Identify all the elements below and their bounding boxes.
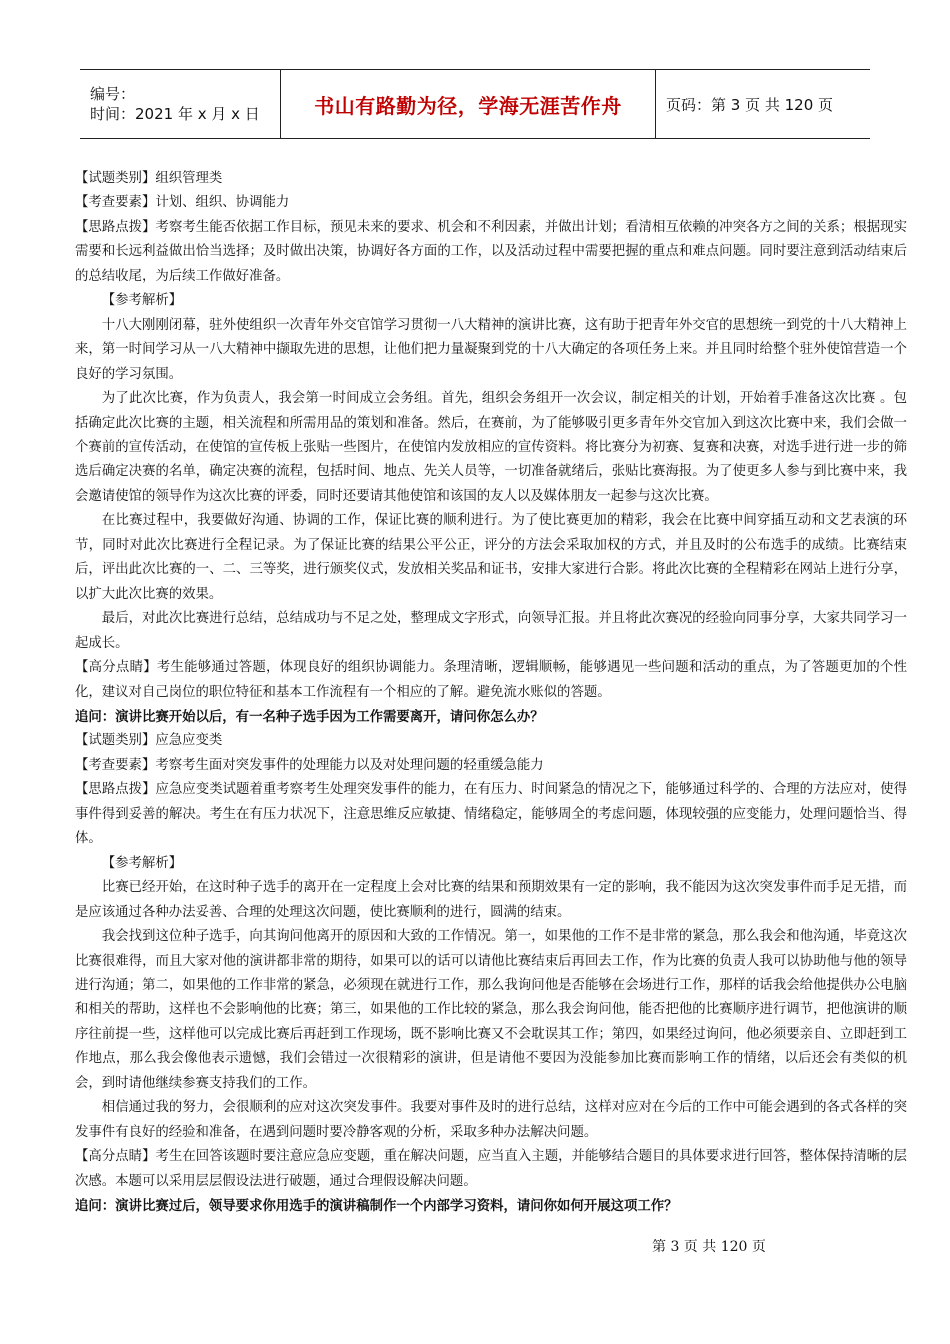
follow-up-question: 追问：演讲比赛开始以后，有一名种子选手因为工作需要离开，请问你怎么办？ bbox=[75, 708, 544, 725]
paragraph: 【试题类别】组织管理类 bbox=[75, 171, 223, 186]
paragraph: 相信通过我的努力，会很顺利的应对这次突发事件。我要对事件及时的进行总结，这样对应对在今后的工作中可能会遇到的各式各样的突发事件有良好的经验和准备，在遇到问题时要冷静客观的分析，采取多种办法解决问题。 bbox=[75, 1100, 907, 1140]
paragraph: 【思路点拨】应急应变类试题着重考察考生处理突发事件的能力，在有压力、时间紧急的情况之下，能够通过科学的、合理的方法应对，使得事件得到妥善的解决。考生在有压力状况下，注意思维反应敏捷、情绪稳定，能够周全的考虑问题，体现较强的应变能力，处理问题恰当、得体。 bbox=[75, 782, 907, 847]
paragraph: 【考查要素】计划、组织、协调能力 bbox=[75, 195, 290, 211]
section-heading: 【参考解析】 bbox=[101, 293, 183, 309]
paragraph: 最后，对此次比赛进行总结，总结成功与不足之处，整理成文字形式，向领导汇报。并且将此次赛况的经验向同事分享，大家共同学习一起成长。 bbox=[75, 611, 907, 651]
header-meta bbox=[80, 70, 281, 138]
document-body bbox=[75, 167, 907, 1218]
paragraph: 为了此次比赛，作为负责人，我会第一时间成立会务组。首先，组织会务组开一次会议，制定相关的计划，开始着手准备这次比赛 。包括确定此次比赛的主题，相关流程和所需用品的策划和准备。然后，在赛前，为了能够吸引更多青年外交官加入到这次比赛中来，我们会做一个赛前的宣传活动，在使馆的宣传板上张贴一些图片，在使馆内发放相应的宣传资料。将比赛分为初赛、复赛和决赛，对选手进行进一步的筛选后确定决赛的名单，确定决赛的流程，包括时间、地点、先关人员等，一切准备就绪后，张贴比赛海报。为了使更多人参与到比赛中来，我会邀请使馆的领导作为这次比赛的评委，同时还要请其他使馆和该国的友人以及媒体朋友一起参与这次比赛。 bbox=[75, 391, 907, 504]
document-number-label: 编号： bbox=[90, 85, 136, 103]
page-footer: 第 3 页 共 120 页 bbox=[652, 1239, 766, 1255]
header-page-number: 页码：第 3 页 共 120 页 bbox=[666, 95, 834, 114]
paragraph: 十八大刚刚闭幕，驻外使组织一次青年外交官馆学习贯彻一八大精神的演讲比赛，这有助于把青年外交官的思想统一到党的十八大精神上来，第一时间学习从一八大精神中撷取先进的思想，让他们把力量凝聚到党的十八大确定的各项任务上来。并且同时给整个驻外使馆营造一个良好的学习氛围。 bbox=[75, 317, 907, 382]
header-motto: 书山有路勤为径，学海无涯苦作舟 bbox=[281, 70, 656, 138]
document-date: 时间：2021 年 x 月 x 日 bbox=[90, 105, 260, 123]
paragraph: 在比赛过程中，我要做好沟通、协调的工作，保证比赛的顺利进行。为了使比赛更加的精彩，我会在比赛中间穿插互动和文艺表演的环节，同时对此次比赛进行全程记录。为了保证比赛的结果公平公正，评分的方法会采取加权的方式，并且及时的公布选手的成绩。比赛结束后，评出此次比赛的一、二、三等奖，进行颁奖仪式，发放相关奖品和证书，安排大家进行合影。将此次比赛的全程精彩在网站上进行分享，以扩大此次比赛的效果。 bbox=[75, 513, 907, 602]
page-header bbox=[80, 69, 870, 139]
paragraph: 比赛已经开始，在这时种子选手的离开在一定程度上会对比赛的结果和预期效果有一定的影响，我不能因为这次突发事件而手足无措，而是应该通过各种办法妥善、合理的处理这次问题，使比赛顺利的进行，圆满的结束。 bbox=[75, 880, 907, 920]
section-heading: 【参考解析】 bbox=[101, 855, 183, 871]
paragraph: 【试题类别】应急应变类 bbox=[75, 733, 223, 749]
paragraph: 【考查要素】考察考生面对突发事件的处理能力以及对处理问题的轻重缓急能力 bbox=[75, 757, 544, 773]
paragraph: 【思路点拨】考察考生能否依据工作目标，预见未来的要求、机会和不利因素，并做出计划；看清相互依赖的冲突各方之间的关系；根据现实需要和长远利益做出恰当选择；及时做出决策，协调好各方面的工作，以及活动过程中需要把握的重点和难点问题。同时要注意到活动结束后的总结收尾，为后续工作做好准备。 bbox=[75, 219, 907, 284]
paragraph: 我会找到这位种子选手，向其询问他离开的原因和大致的工作情况。第一，如果他的工作不是非常的紧急，那么我会和他沟通，毕竟这次比赛很难得，而且大家对他的演讲都非常的期待，如果可以的话可以请他比赛结束后再回去工作，作为比赛的负责人我可以协助他与他的领导进行沟通；第二，如果他的工作非常的紧急，必须现在就进行工作，那么我询问他是否能够在会场进行工作，那样的话我会给他提供办公电脑和相关的帮助，这样也不会影响他的比赛；第三，如果他的工作比较的紧急，那么我会询问他，能否把他的比赛顺序进行调节，把他演讲的顺序往前提一些，这样他可以完成比赛后再赶到工作现场，既不影响比赛又不会耽误其工作；第四，如果经过询问，他必须要亲自、立即赶到工作地点，那么我会像他表示遗憾，我们会错过一次很精彩的演讲，但是请他不要因为没能参加比赛而影响工作的情绪，以后还会有类似的机会，到时请他继续参赛支持我们的工作。 bbox=[75, 929, 907, 1091]
follow-up-question: 追问：演讲比赛过后，领导要求你用选手的演讲稿制作一个内部学习资料，请问你如何开展这项工作？ bbox=[75, 1198, 678, 1215]
paragraph: 【高分点睛】考生在回答该题时要注意应急应变题，重在解决问题，应当直入主题，并能够结合题目的具体要求进行回答，整体保持清晰的层次感。本题可以采用层层假设法进行破题，通过合理假设解决问题。 bbox=[75, 1149, 907, 1189]
paragraph: 【高分点睛】考生能够通过答题，体现良好的组织协调能力。条理清晰，逻辑顺畅，能够遇见一些问题和活动的重点，为了答题更加的个性化，建议对自己岗位的职位特征和基本工作流程有一个相应的了解。避免流水账似的答题。 bbox=[75, 660, 907, 700]
